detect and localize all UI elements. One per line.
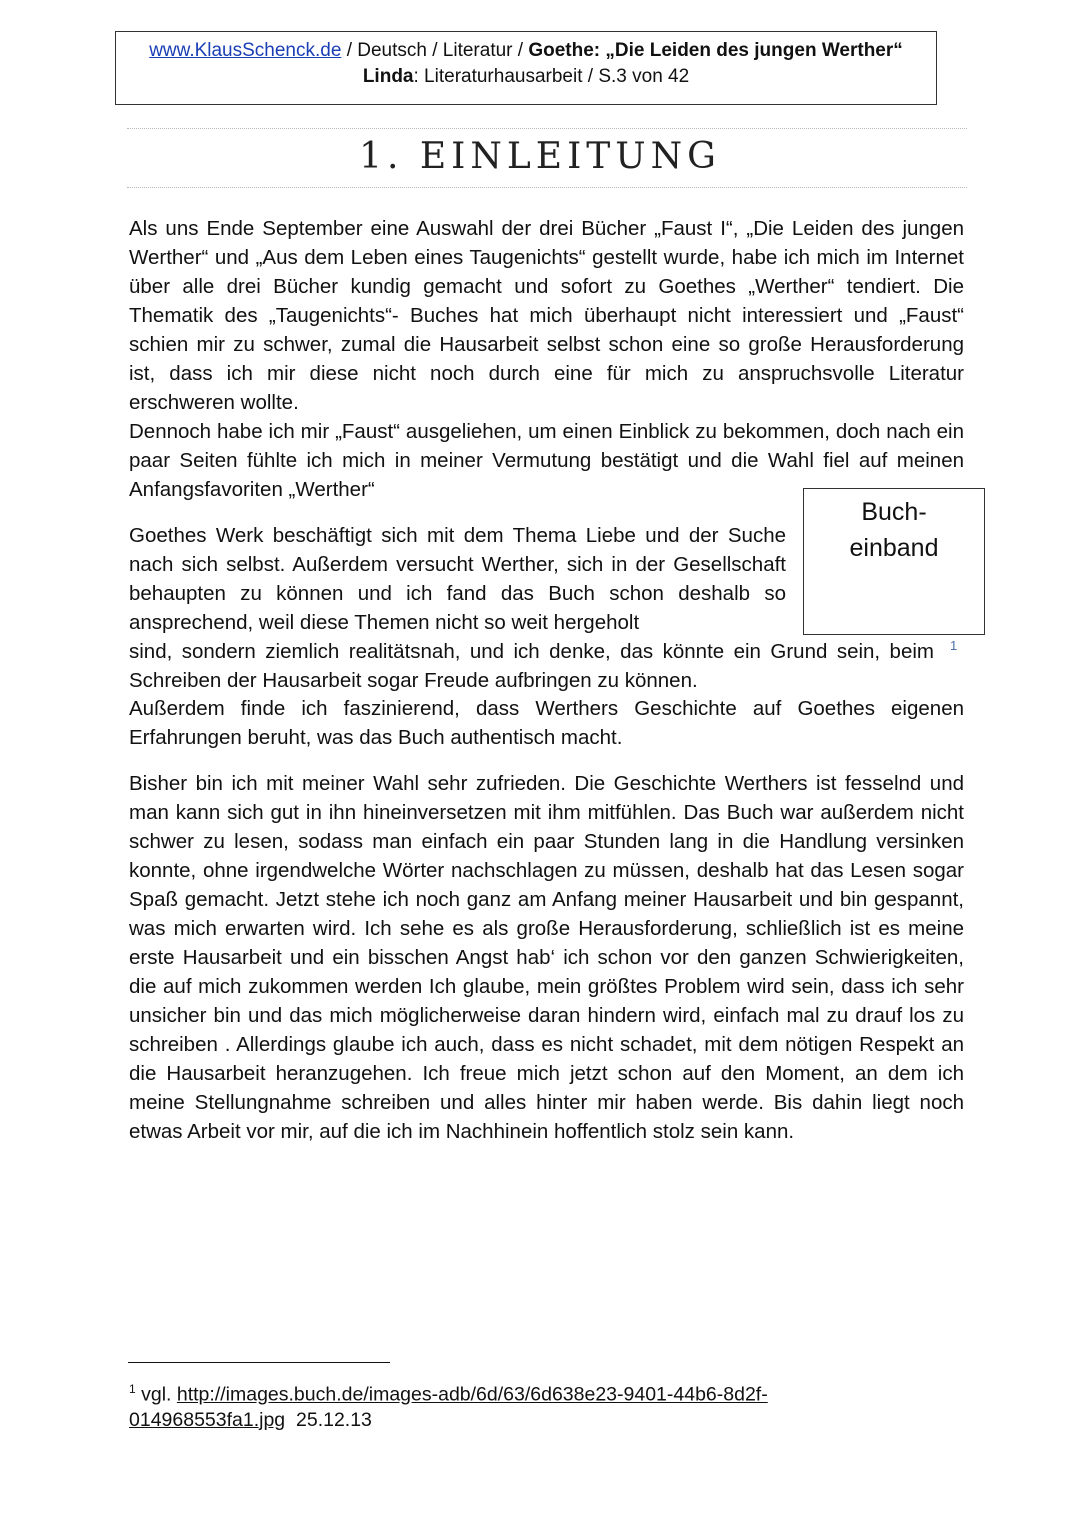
header-path: / Deutsch / Literatur / [341, 40, 529, 61]
site-link[interactable]: www.KlausSchenck.de [149, 40, 342, 61]
footnote-reference[interactable]: 1 [950, 638, 958, 653]
book-cover-placeholder [803, 488, 985, 635]
placeholder-line-2: einband [849, 534, 939, 562]
header-line-1 [116, 38, 936, 64]
footnote [129, 1377, 889, 1433]
placeholder-line-1: Buch- [861, 498, 927, 526]
paragraph-1: Als uns Ende September eine Auswahl der drei Bücher „Faust I“, „Die Leiden des jungen Werther“ und „Aus dem Leben eines Taugenichts“ gestellt wurde, habe ich mich im Internet über alle drei Bücher kundig gemacht und sofort zu Goethes „Werther“ tendiert. Die Thematik des „Taugenichts“- Buches hat mich überhaupt nicht interessiert und „Faust“ schien mir zu schwer, zumal die Hausarbeit selbst schon eine so große Herausforderung ist, dass ich mir diese nicht noch durch eine für mich zu anspruchsvolle Literatur erschweren wollte. [129, 217, 964, 414]
footnote-prefix: vgl. [135, 1383, 177, 1406]
title-rule-top [127, 128, 967, 129]
footnote-date: 25.12.13 [296, 1408, 372, 1431]
header-subtitle: : Literaturhausarbeit / S.3 von 42 [413, 66, 690, 87]
page-header [115, 31, 937, 105]
title-rule-bottom [127, 187, 967, 188]
paragraph-3-wrapped: Goethes Werk beschäftigt sich mit dem Thema Liebe und der Suche nach sich selbst. Außerdem versucht Werther, sich in der Gesellschaft behaupten zu können und ich fand das Buch schon deshalb so ansprechend, weil diese Themen nicht so weit hergeholt [129, 524, 786, 634]
page-title: 1. EINLEITUNG [359, 136, 721, 177]
footnote-separator [128, 1362, 390, 1363]
header-work-title: Goethe: „Die Leiden des jungen Werther“ [528, 40, 903, 61]
header-line-2 [116, 64, 936, 90]
paragraph-5: Bisher bin ich mit meiner Wahl sehr zufrieden. Die Geschichte Werthers ist fesselnd und man kann sich gut in ihn hineinversetzen mit ihm mitfühlen. Das Buch war außerdem nicht schwer zu lesen, sodass man einfach ein paar Stunden lang in die Handlung versinken konnte, ohne irgendwelche Wörter nachschlagen zu müssen, deshalb hat das Lesen sogar Spaß gemacht. Jetzt stehe ich noch ganz am Anfang meiner Hausarbeit und bin gespannt, was mich erwarten wird. Ich sehe es als große Herausforderung, schließlich ist es meine erste Hausarbeit und ein bisschen Angst hab‘ ich schon vor den ganzen Schwierigkeiten, die auf mich zukommen werden Ich glaube, mein größtes Problem wird sein, dass ich sehr unsicher bin und das mich möglicherweise daran hindern wird, einfach mal zu drauf los zu schreiben . Allerdings glaube ich auch, dass es nicht schadet, mit dem nötigen Respekt an die Hausarbeit heranzugehen. Ich freue mich jetzt schon auf den Moment, an dem ich meine Stellungnahme schreiben und alles hinter mir haben werde. Bis dahin liegt noch etwas Arbeit vor mir, auf die ich im Nachhinein hoffentlich stolz sein kann. [129, 772, 964, 1143]
paragraph-2: Dennoch habe ich mir „Faust“ ausgeliehen, um einen Einblick zu bekommen, doch nach ein paar Seiten fühlte ich mich in meiner Vermutung bestätigt und die Wahl fiel auf meinen Anfangsfavoriten „Werther“ [129, 420, 964, 501]
paragraph-4: Außerdem finde ich faszinierend, dass Werthers Geschichte auf Goethes eigenen Erfahrungen beruht, was das Buch authentisch macht. [129, 697, 964, 749]
footnote-link[interactable]: http://images.buch.de/images-adb/6d/63/6d638e23-9401-44b6-8d2f-014968553fa1.jpg [129, 1383, 768, 1431]
footnote-number: 1 [129, 1382, 136, 1396]
header-author: Linda [362, 66, 414, 87]
paragraph-3-continued: sind, sondern ziemlich realitätsnah, und ich denke, das könnte ein Grund sein, beim Schreiben der Hausarbeit sogar Freude aufbringen zu können. [129, 640, 934, 692]
